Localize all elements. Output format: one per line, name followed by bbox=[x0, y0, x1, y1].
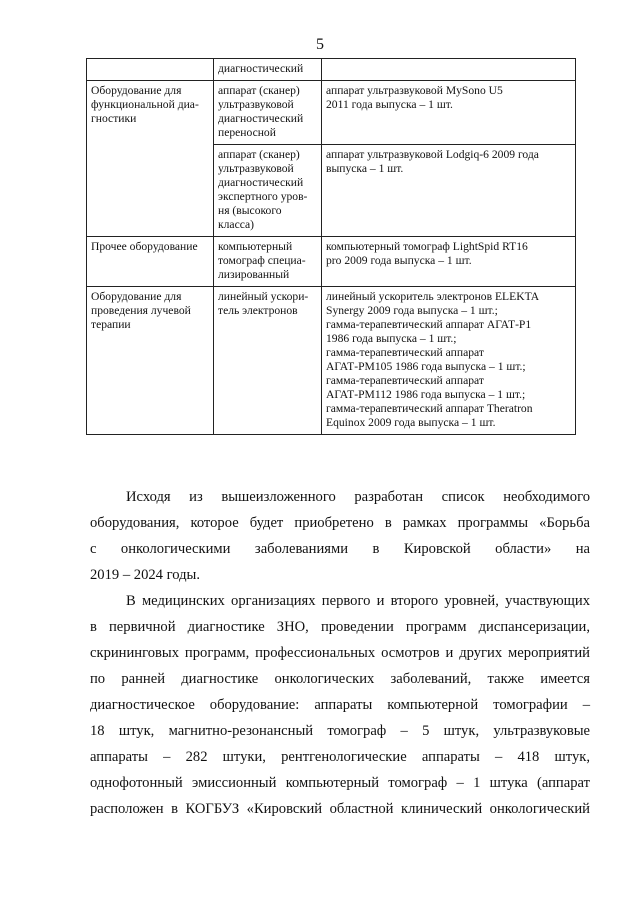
cell-line: Оборудование для bbox=[91, 84, 182, 97]
cell-line: Equinox 2009 года выпуска – 1 шт. bbox=[326, 416, 496, 429]
cell-line: АГАТ-РМ112 1986 года выпуска – 1 шт.; bbox=[326, 388, 526, 401]
cell-line: компьютерный томограф LightSpid RT16 bbox=[326, 240, 528, 253]
cell-line: pro 2009 года выпуска – 1 шт. bbox=[326, 254, 472, 267]
cell-line: компьютерный bbox=[218, 240, 293, 253]
text-line: однофотонный эмиссионный компьютерный томограф – 1 штука (аппарат bbox=[90, 775, 590, 791]
cell-line: гамма-терапевтический аппарат bbox=[326, 346, 484, 359]
cell-line: аппарат ультразвуковой MySono U5 bbox=[326, 84, 503, 97]
cell-line: томограф специа- bbox=[218, 254, 306, 267]
table-cell-category bbox=[87, 81, 214, 237]
table-row bbox=[87, 287, 576, 435]
cell-line: ультразвуковой bbox=[218, 162, 294, 175]
cell-line: линейный ускори- bbox=[218, 290, 309, 303]
cell-line: Прочее оборудование bbox=[91, 240, 198, 253]
cell-line: диагностический bbox=[218, 176, 304, 189]
text-line: диагностическое оборудование: аппараты компьютерной томографии – bbox=[90, 697, 590, 713]
cell-line: Оборудование для bbox=[91, 290, 182, 303]
text-line: с онкологическими заболеваниями в Кировской области» на bbox=[90, 541, 590, 557]
cell-line: АГАТ-РМ105 1986 года выпуска – 1 шт.; bbox=[326, 360, 526, 373]
cell-line: аппарат ультразвуковой Lodgiq-6 2009 года bbox=[326, 148, 539, 161]
cell-line: переносной bbox=[218, 126, 276, 139]
cell-line: тель электронов bbox=[218, 304, 298, 317]
table-cell-type bbox=[214, 287, 322, 435]
text-line: 18 штук, магнитно-резонансный томограф – 5 штук, ультразвуковые bbox=[90, 723, 590, 739]
cell-line: класса) bbox=[218, 218, 255, 231]
table-row bbox=[87, 237, 576, 287]
text-line: 2019 – 2024 годы. bbox=[90, 567, 200, 583]
paragraph-equipment-list bbox=[90, 484, 590, 588]
text-line: аппараты – 282 штуки, рентгенологические аппараты – 418 штук, bbox=[90, 749, 590, 765]
text-line: по ранней диагностике онкологических заболеваний, также имеется bbox=[90, 671, 590, 687]
cell-line: 2011 года выпуска – 1 шт. bbox=[326, 98, 453, 111]
table-cell-category bbox=[87, 287, 214, 435]
cell-line: терапии bbox=[91, 318, 131, 331]
text-line: скрининговых программ, профессиональных осмотров и других мероприятий bbox=[90, 645, 590, 661]
cell-line: Synergy 2009 года выпуска – 1 шт.; bbox=[326, 304, 498, 317]
cell-line: выпуска – 1 шт. bbox=[326, 162, 404, 175]
table-cell-description bbox=[322, 237, 576, 287]
equipment-table bbox=[86, 58, 576, 435]
cell-line: функциональной диа- bbox=[91, 98, 199, 111]
cell-line: экспертного уров- bbox=[218, 190, 308, 203]
cell-line: диагностический bbox=[218, 62, 304, 75]
cell-line: гамма-терапевтический аппарат bbox=[326, 374, 484, 387]
table-cell-type bbox=[214, 145, 322, 237]
cell-line: лизированный bbox=[218, 268, 290, 281]
table-cell-category bbox=[87, 59, 214, 81]
table-cell-description bbox=[322, 145, 576, 237]
cell-line: аппарат (сканер) bbox=[218, 84, 300, 97]
table-cell-description bbox=[322, 287, 576, 435]
cell-line: ультразвуковой bbox=[218, 98, 294, 111]
page-number: 5 bbox=[316, 36, 324, 53]
table-cell-description bbox=[322, 81, 576, 145]
cell-line: диагностический bbox=[218, 112, 304, 125]
text-line: расположен в КОГБУЗ «Кировский областной клинический онкологический bbox=[90, 801, 590, 817]
cell-line: гностики bbox=[91, 112, 137, 125]
table-row bbox=[87, 81, 576, 145]
table-cell-type bbox=[214, 59, 322, 81]
cell-line: линейный ускоритель электронов ELEKTA bbox=[326, 290, 540, 303]
text-line: в первичной диагностике ЗНО, проведении программ диспансеризации, bbox=[90, 619, 590, 635]
table-cell-description bbox=[322, 59, 576, 81]
cell-line: проведения лучевой bbox=[91, 304, 191, 317]
text-line: оборудования, которое будет приобретено в рамках программы «Борьба bbox=[90, 515, 590, 531]
table-row bbox=[87, 59, 576, 81]
table-cell-type bbox=[214, 81, 322, 145]
text-line: Исходя из вышеизложенного разработан список необходимого bbox=[126, 489, 590, 505]
cell-line: 1986 года выпуска – 1 шт.; bbox=[326, 332, 457, 345]
table-cell-category bbox=[87, 237, 214, 287]
cell-line: гамма-терапевтический аппарат АГАТ-Р1 bbox=[326, 318, 532, 331]
cell-line: аппарат (сканер) bbox=[218, 148, 300, 161]
table-cell-type bbox=[214, 237, 322, 287]
text-line: В медицинских организациях первого и второго уровней, участвующих bbox=[126, 593, 590, 609]
paragraph-diagnostic-equipment bbox=[90, 588, 590, 822]
cell-line: гамма-терапевтический аппарат Theratron bbox=[326, 402, 533, 415]
cell-line: ня (высокого bbox=[218, 204, 282, 217]
